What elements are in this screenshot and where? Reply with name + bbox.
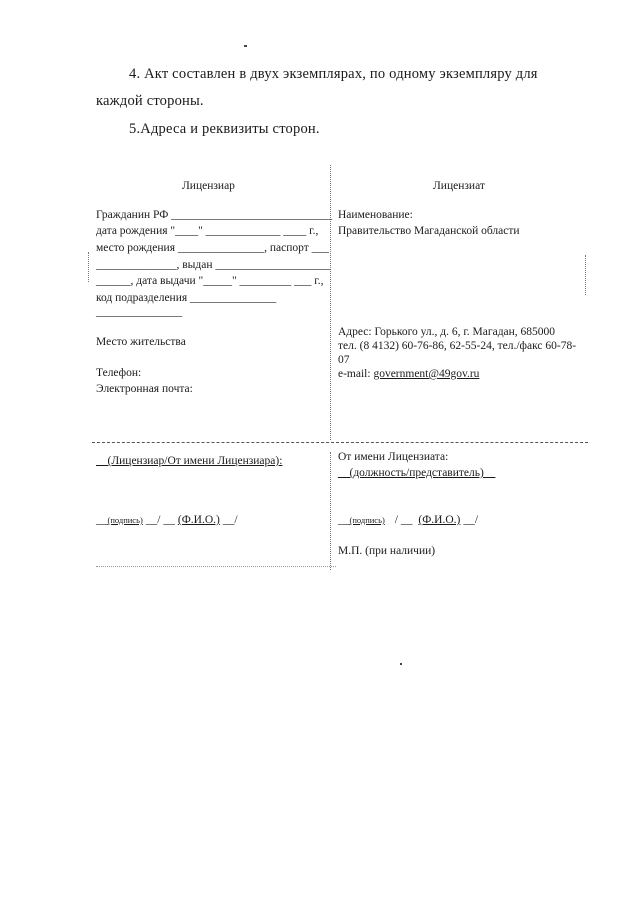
licensor-email-label: Электронная почта: (96, 383, 193, 395)
licensor-sign-podpis: (подпись) (107, 515, 143, 525)
paragraph-4-line-1: 4. Акт составлен в двух экземплярах, по одному экземпляру для (129, 66, 538, 82)
licensor-header: Лицензиар (182, 180, 235, 192)
licensee-position-line: __(должность/представитель)__ (338, 467, 496, 479)
licensor-division-code-line: код подразделения _______________ (96, 292, 277, 304)
right-edge-marks (585, 255, 586, 295)
paragraph-4-line-2: каждой стороны. (96, 93, 204, 109)
licensee-name-value: Правительство Магаданской области (338, 225, 520, 237)
licensor-citizen-line: Гражданин РФ ____________________________ (96, 209, 333, 221)
section-separator (92, 442, 588, 443)
licensor-issue-date-line: ______, дата выдачи "_____" _________ ___ г., (96, 275, 324, 287)
column-divider (330, 452, 331, 570)
licensee-email-line (338, 368, 479, 380)
scan-speck (400, 663, 402, 665)
licensee-phones-line-1: тел. (8 4132) 60-76-86, 62-55-24, тел./факс 60-78- (338, 340, 577, 352)
licensor-sign-role: __(Лицензиар/От имени Лицензиара): (96, 455, 283, 467)
licensor-phone-label: Телефон: (96, 367, 142, 379)
licensee-on-behalf-label: От имени Лицензиата: (338, 451, 449, 463)
bottom-separator (96, 566, 336, 567)
licensee-sign-pre: __ (338, 514, 350, 526)
licensor-birthdate-line: дата рождения "____" _____________ ____ г., (96, 225, 319, 237)
licensee-sign-fio: (Ф.И.О.) (418, 514, 461, 526)
licensee-email-prefix: e-mail: (338, 368, 374, 380)
licensee-name-label: Наименование: (338, 209, 413, 221)
licensee-sign-mid: / __ (394, 514, 413, 526)
paragraph-5: 5.Адреса и реквизиты сторон. (129, 121, 320, 137)
licensee-phones-line-2: 07 (338, 354, 350, 366)
licensor-blank-line: _______________ (96, 306, 183, 318)
left-edge-marks (88, 252, 89, 282)
licensor-birthplace-line: место рождения _______________, паспорт ___ (96, 242, 329, 254)
licensor-residence-label: Место жительства (96, 336, 186, 348)
licensee-stamp-label: М.П. (при наличии) (338, 545, 436, 557)
column-divider (330, 165, 331, 440)
licensee-email-link[interactable]: government@49gov.ru (373, 368, 480, 380)
licensee-header: Лицензиат (433, 180, 485, 192)
licensor-issued-line: ______________, выдан ____________________ (96, 259, 331, 271)
licensor-sign-fio: (Ф.И.О.) (177, 514, 220, 526)
licensee-address: Адрес: Горького ул., д. 6, г. Магадан, 685000 (338, 326, 556, 338)
licensor-signature-line (96, 514, 238, 526)
licensor-sign-end: __/ (222, 514, 238, 526)
scan-speck (244, 45, 247, 47)
licensor-sign-mid: __/ __ (145, 514, 175, 526)
licensee-signature-line (338, 514, 478, 526)
licensee-sign-podpis: (подпись) (349, 515, 385, 525)
licensee-sign-end: __/ (463, 514, 479, 526)
licensor-sign-pre: __ (96, 514, 108, 526)
